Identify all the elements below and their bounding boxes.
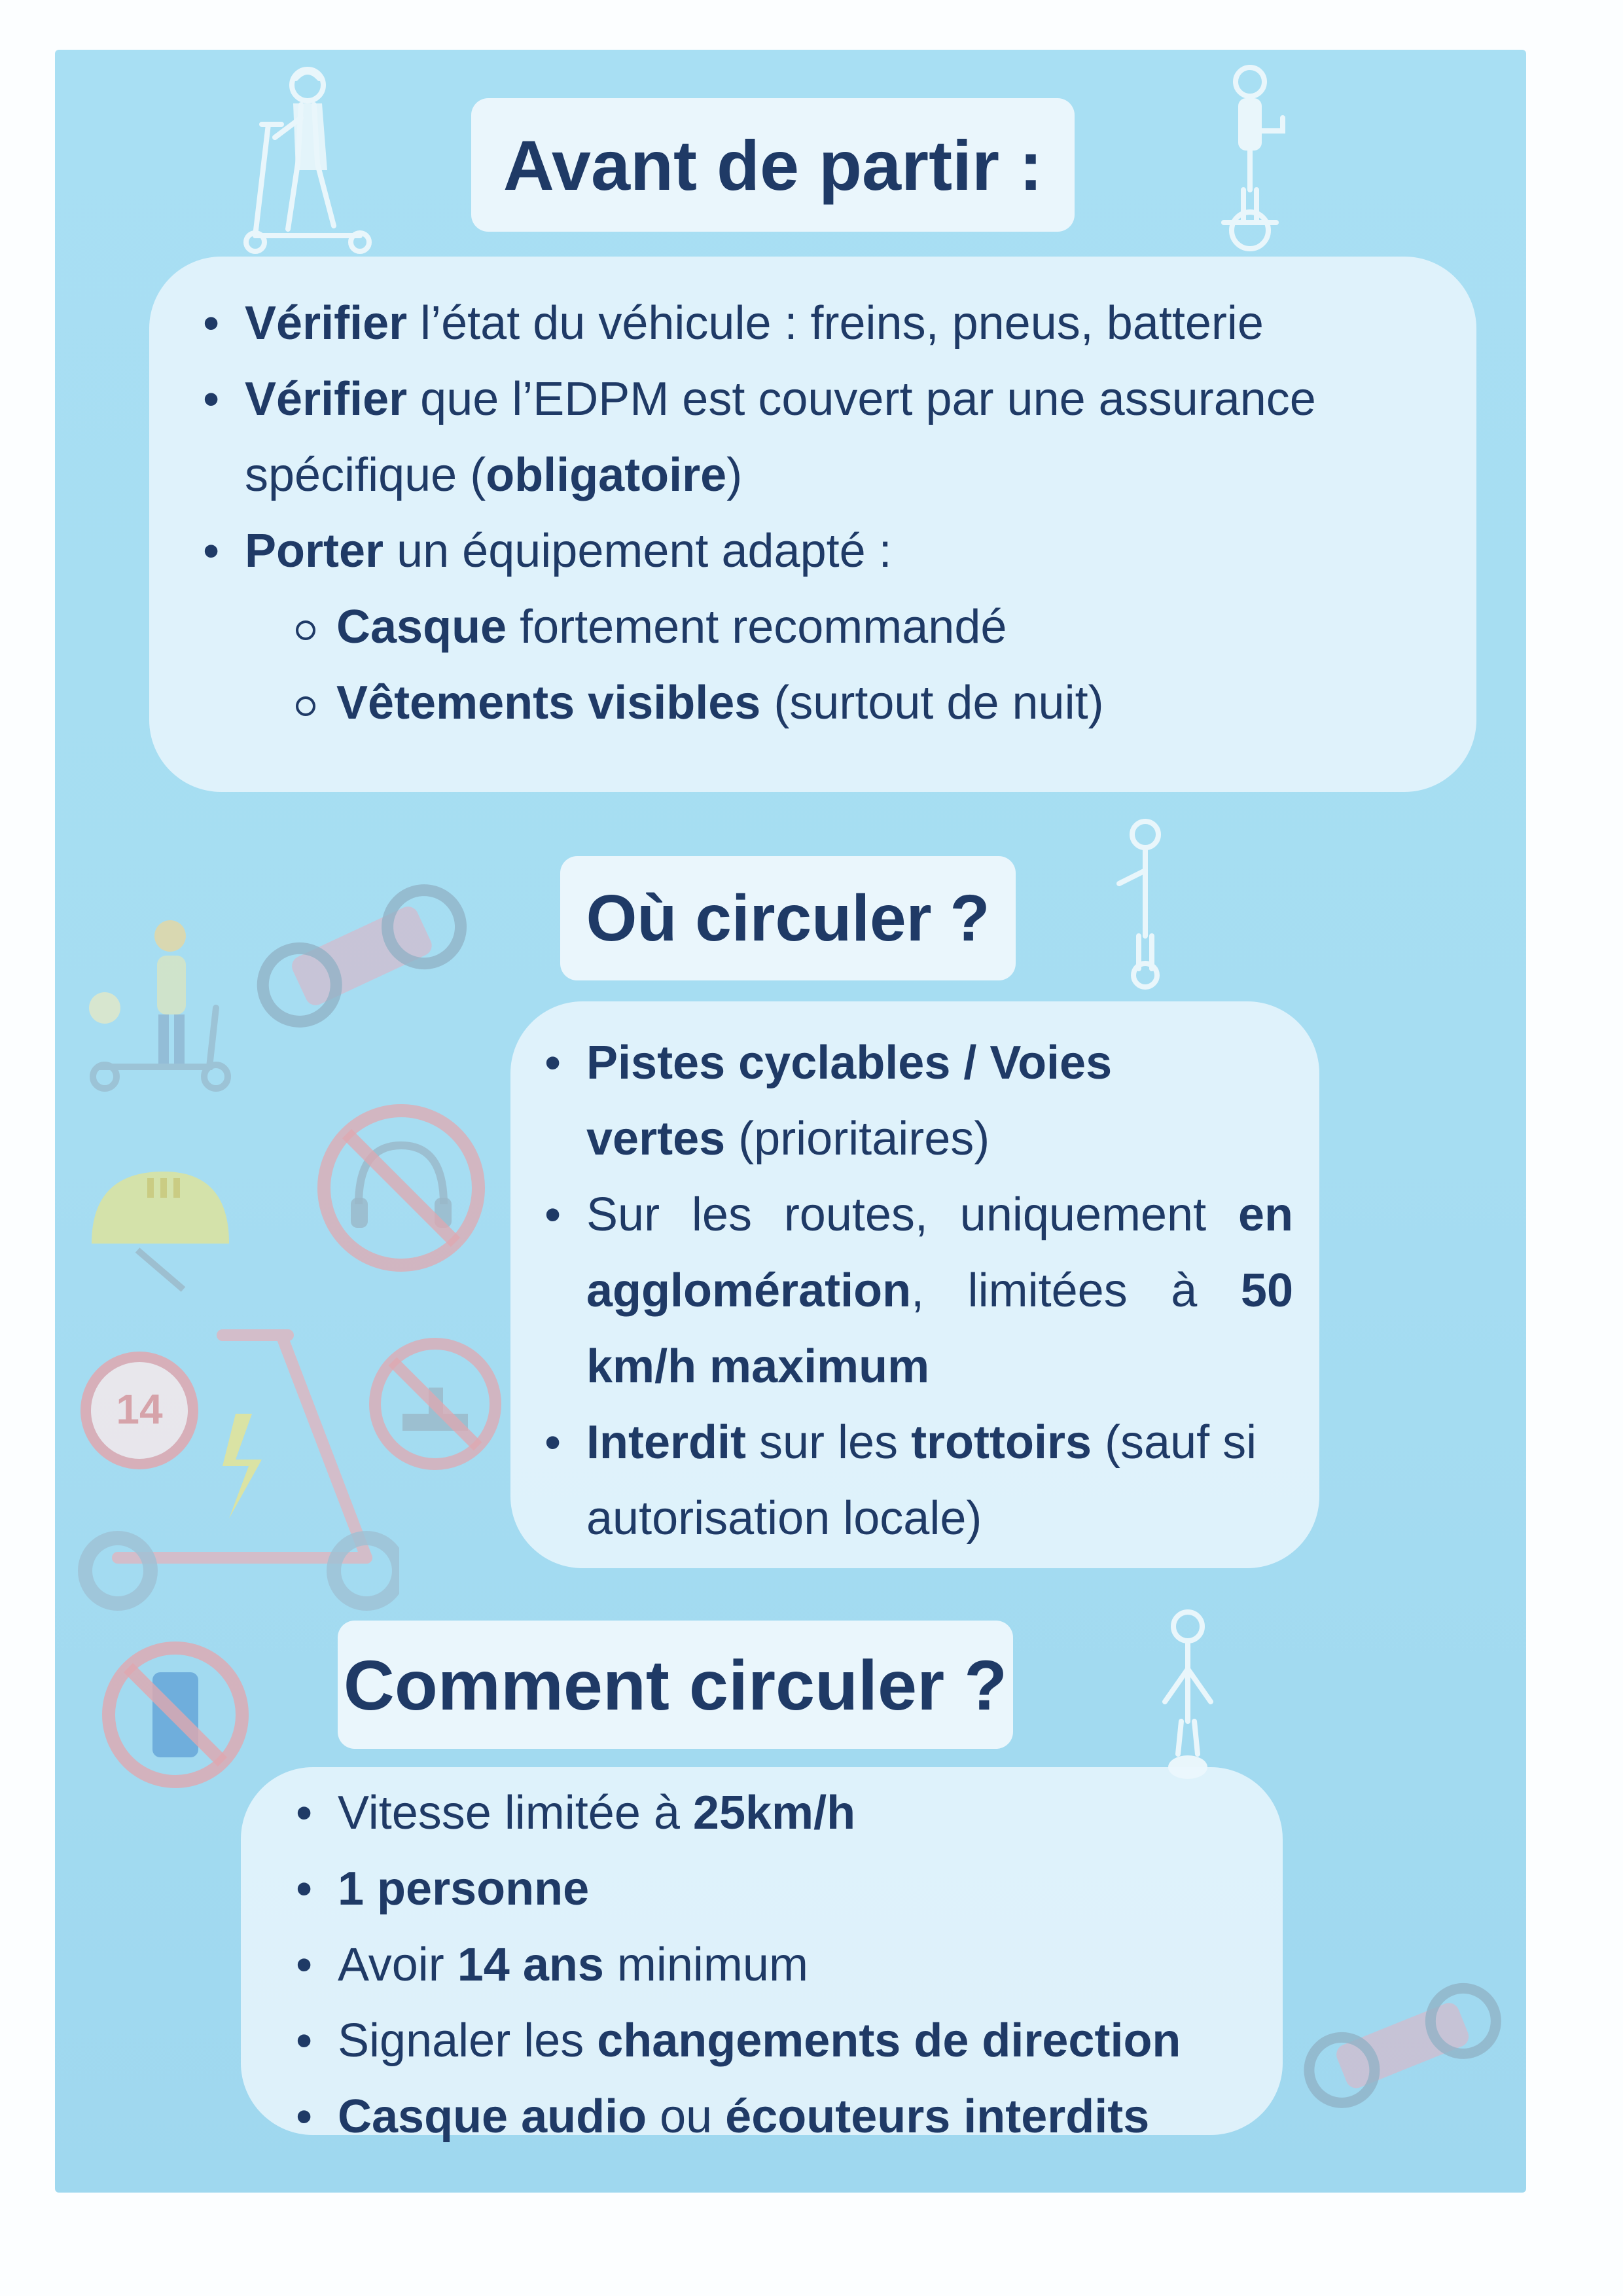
- list-item: • 1 personne: [288, 1851, 1257, 1927]
- section-title-avant-de-partir: Avant de partir :: [471, 98, 1075, 232]
- list-item: • Vérifier l’état du véhicule : freins, pneus, batterie: [195, 285, 1431, 361]
- hoverboard-icon: [1302, 1964, 1505, 2134]
- list-item: • Avoir 14 ans minimum: [288, 1927, 1257, 2003]
- list-item: • Vitesse limitée à 25km/h: [288, 1775, 1257, 1851]
- list-item: • Pistes cyclables / Voies vertes (prioritaires): [537, 1025, 1293, 1177]
- checklist: [195, 285, 1431, 741]
- sublist-item: Vêtements visibles (surtout de nuit): [291, 665, 1431, 741]
- section-box-ou-circuler: [510, 1001, 1319, 1568]
- section-title-comment-circuler: Comment circuler ?: [338, 1621, 1013, 1749]
- equipment-sublist: [291, 589, 1431, 741]
- section-title-ou-circuler: Où circuler ?: [560, 856, 1016, 980]
- list-item: • Signaler les changements de direction: [288, 2003, 1257, 2079]
- list-item: • Interdit sur les trottoirs (sauf si autorisation locale): [537, 1405, 1293, 1556]
- where-to-ride-list: [537, 1025, 1293, 1556]
- electric-scooter-icon: [72, 1322, 399, 1630]
- hoverboard-icon: [255, 864, 471, 1054]
- no-headphones-icon: [313, 1100, 490, 1276]
- how-to-ride-list: [288, 1775, 1257, 2155]
- list-item: • Sur les routes, uniquement en agglomération, limitées à 50 km/h maximum: [537, 1177, 1293, 1405]
- list-item: • Vérifier que l’EDPM est couvert par une assurance spécifique (obligatoire): [195, 361, 1370, 513]
- speed-limit-number: 14: [116, 1386, 163, 1433]
- kid-scooter-icon: [79, 910, 242, 1100]
- segway-rider-icon: [1204, 59, 1296, 255]
- monowheel-rider-icon: [1139, 1604, 1237, 1787]
- sublist-item: Casque fortement recommandé: [291, 589, 1431, 665]
- section-box-comment-circuler: [241, 1767, 1283, 2143]
- standing-rider-icon: [1099, 812, 1178, 995]
- list-item: • Casque audio ou écouteurs interdits: [288, 2079, 1257, 2155]
- helmet-icon: [79, 1152, 236, 1296]
- no-phone-icon: [97, 1636, 254, 1793]
- scooter-rider-icon: [236, 59, 380, 262]
- section-box-avant-de-partir: [149, 257, 1476, 792]
- no-sidewalk-icon: [366, 1335, 504, 1473]
- list-item: • Porter un équipement adapté : Casque fortement recommandé Vêtements visibles (surtout de nuit): [195, 513, 1431, 741]
